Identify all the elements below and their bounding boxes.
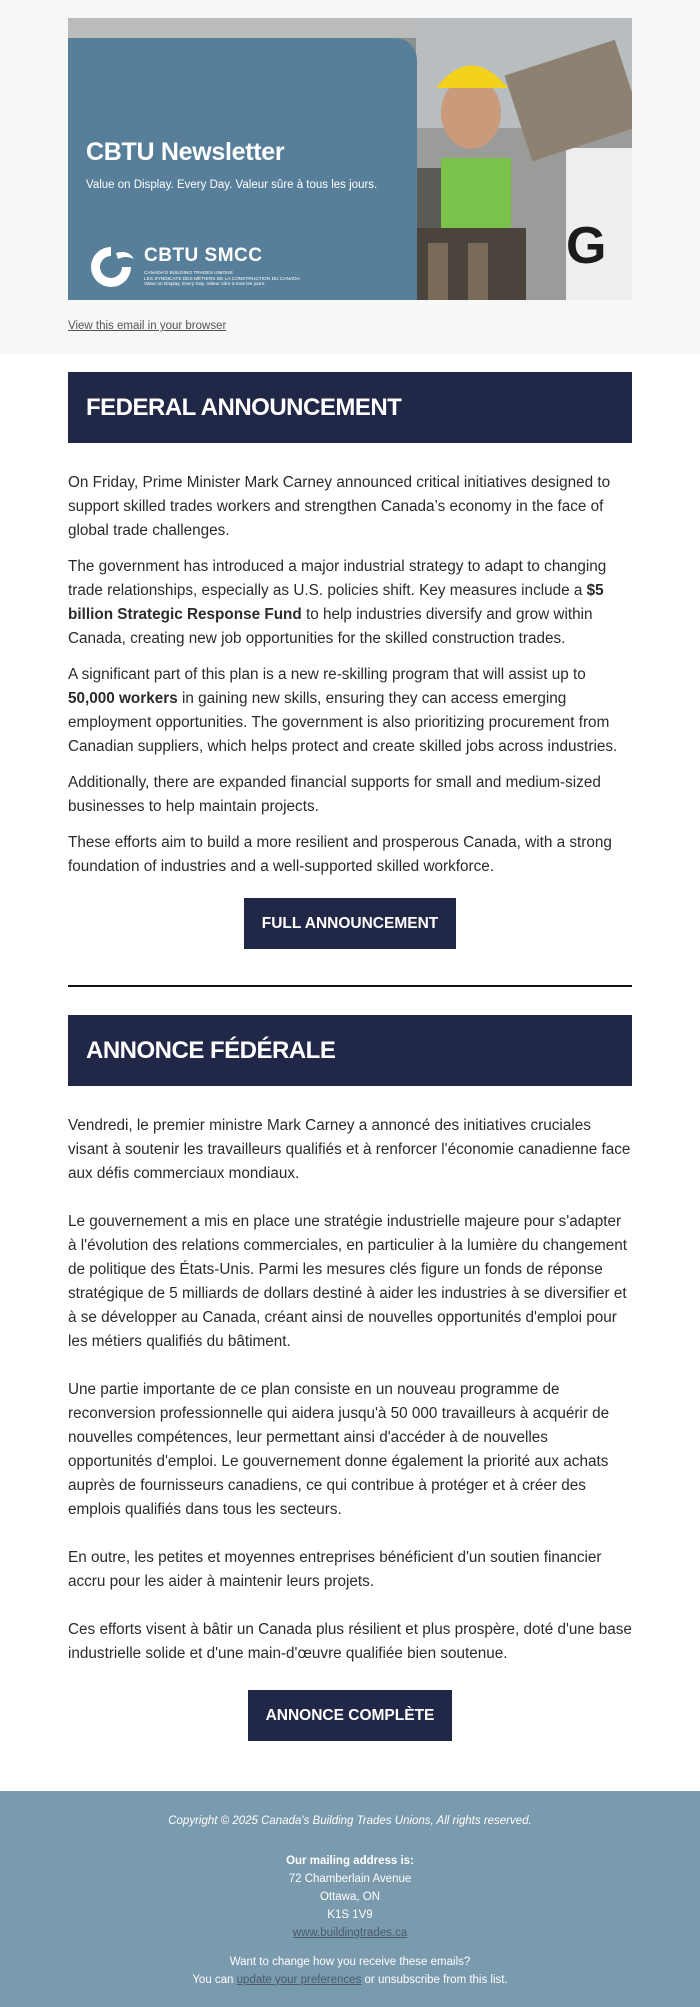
website-link[interactable]: www.buildingtrades.ca (292, 1927, 408, 1939)
heading-federal-announcement: FEDERAL ANNOUNCEMENT (86, 394, 402, 421)
preferences-line: You can update your preferences or unsubscribe from this list. (192, 1974, 508, 1986)
french-cta-wrap (0, 1690, 700, 1741)
workers-highlight: 50,000 workers (68, 690, 178, 707)
french-paragraph-2: Le gouvernement a mis en place une stratégie industrielle majeure pour s'adapter à l'évolution des relations commerciales, en particulier à la lumière du changement de politique des États-Unis. Parmi les mesures clés figure un fonds de réponse stratégique de 5 milliards de dollars destiné à aider les industries à se diversifier et à se développer au Canada, créant ainsi de nouvelles opportunités d'emploi pour les métiers qualifiés du bâtiment. (68, 1213, 627, 1350)
update-preferences-link[interactable]: update your preferences (236, 1974, 362, 1986)
section-heading-french (68, 1015, 632, 1086)
header-band (0, 0, 700, 354)
hero-top-stripe (68, 18, 417, 38)
english-paragraph-2: The government has introduced a major industrial strategy to adapt to changing trade relationships, especially as U.S. policies shift. Key measures include a $5 billion Strategic Response Fund to help industries diversify and grow within Canada, creating new job opportunities for the skilled construction trades. (68, 558, 607, 647)
address-street: 72 Chamberlain Avenue (288, 1873, 412, 1885)
annonce-complete-button[interactable]: ANNONCE COMPLÈTE (248, 1690, 453, 1741)
footer (0, 1791, 700, 2007)
logo-wordmark: CBTU SMCC (144, 245, 263, 266)
logo-subtitle-en: CANADA'S BUILDING TRADES UNIONS (144, 271, 233, 276)
english-paragraph-1: On Friday, Prime Minister Mark Carney announced critical initiatives designed to support skilled trades workers and strengthen Canada’s economy in the face of global trade challenges. (68, 474, 611, 539)
spacer (0, 354, 700, 372)
copyright-text: Copyright © 2025 Canada's Building Trades Unions, All rights reserved. (168, 1815, 532, 1827)
english-body (68, 471, 632, 879)
french-body (68, 1114, 632, 1666)
view-in-browser-link[interactable]: View this email in your browser (68, 320, 227, 332)
english-paragraph-3: A significant part of this plan is a new re-skilling program that will assist up to 50,000 workers in gaining new skills, ensuring they can access emerging employment opportunities. The government is also prioritizing procurement from Canadian suppliers, which helps protect and create skilled jobs across industries. (68, 666, 618, 755)
section-heading-english (68, 372, 632, 443)
cbtu-logo (86, 245, 336, 287)
change-prompt: Want to change how you receive these emails? (229, 1956, 471, 1968)
logo-subtitle-fr: LES SYNDICATS DES MÉTIERS DE LA CONSTRUCTION DU CANADA (144, 276, 300, 282)
hero-photo (416, 18, 632, 300)
svg-text:G: G (566, 217, 607, 275)
fund-highlight: $5 billion Strategic Response Fund (68, 582, 604, 623)
full-announcement-button[interactable]: FULL ANNOUNCEMENT (244, 898, 457, 949)
hero-banner (68, 18, 632, 300)
french-paragraph-1: Vendredi, le premier ministre Mark Carney a annoncé des initiatives cruciales visant à soutenir les travailleurs qualifiés et à renforcer l'économie canadienne face aux défis commerciaux mondiaux. (68, 1117, 631, 1182)
newsletter-title: CBTU Newsletter (86, 138, 285, 166)
hero-panel (68, 38, 417, 300)
address-postal: K1S 1V9 (327, 1909, 373, 1921)
logo-subtitle-tag: Value on Display. Every Day. Valeur sûre à tous les jours. (144, 282, 266, 287)
section-divider (68, 985, 632, 987)
newsletter-tagline: Value on Display. Every Day. Valeur sûre à tous les jours. (86, 179, 378, 191)
french-paragraph-3: Une partie importante de ce plan consiste en un nouveau programme de reconversion professionnelle qui aidera jusqu'à 50 000 travailleurs à acquérir de nouvelles compétences, leur permettant ainsi d'accéder à de nouvelles opportunités d'emploi. Le gouvernement donne également la priorité aux achats auprès de fournisseurs canadiens, ce qui contribue à protéger et à créer des emplois qualifiés dans tous les secteurs. (68, 1381, 610, 1518)
address-city: Ottawa, ON (319, 1891, 381, 1903)
french-paragraph-4: En outre, les petites et moyennes entreprises bénéficient d'un soutien financier accru pour les aider à maintenir leurs projets. (68, 1549, 602, 1590)
heading-annonce-federale: ANNONCE FÉDÉRALE (86, 1037, 336, 1064)
mailing-address (0, 1852, 700, 1942)
english-paragraph-5: These efforts aim to build a more resilient and prosperous Canada, with a strong foundation of industries and a well-supported skilled workforce. (68, 834, 612, 875)
mailing-address-label: Our mailing address is: (286, 1855, 414, 1867)
logo-subtitle (144, 271, 300, 288)
french-paragraph-5: Ces efforts visent à bâtir un Canada plus résilient et plus prospère, doté d'une base industrielle solide et d'une main-d'œuvre qualifiée bien soutenue. (68, 1621, 632, 1662)
english-paragraph-4: Additionally, there are expanded financial supports for small and medium-sized businesses to help maintain projects. (68, 774, 601, 815)
english-cta-wrap (0, 898, 700, 949)
preferences-text (0, 1953, 700, 1989)
cbtu-swirl-icon (86, 245, 136, 287)
